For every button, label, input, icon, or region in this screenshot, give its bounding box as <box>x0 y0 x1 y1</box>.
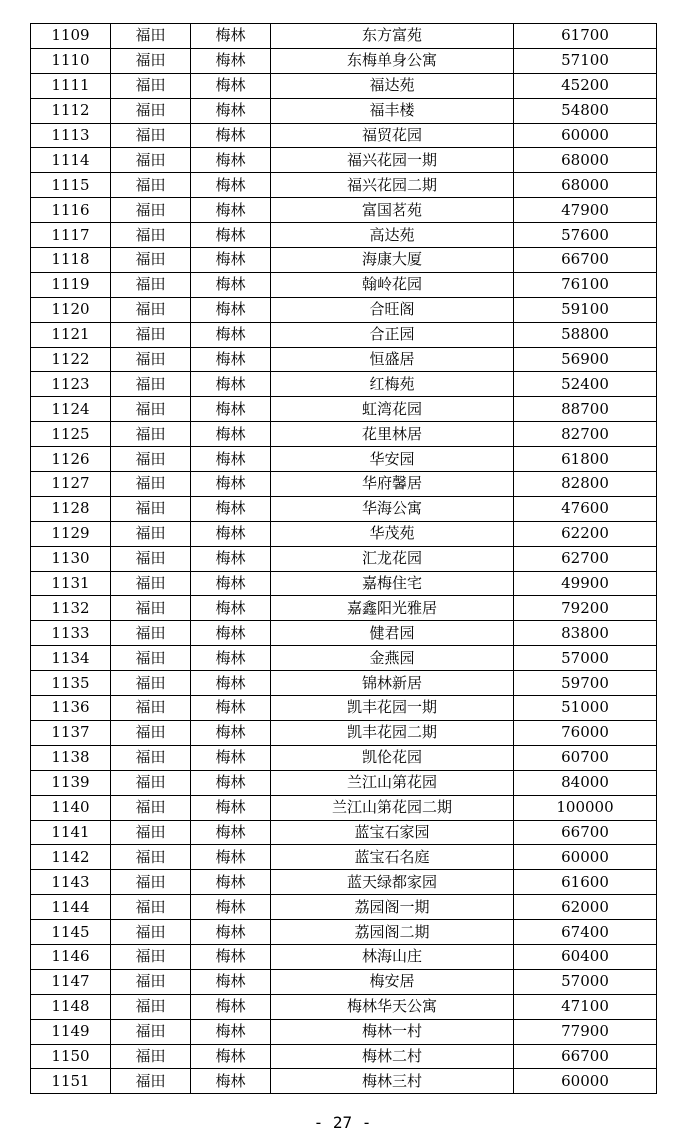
price-cell: 61700 <box>514 24 657 49</box>
price-cell: 83800 <box>514 621 657 646</box>
district-cell: 福田 <box>111 248 191 273</box>
table-row <box>31 646 657 671</box>
page-number: - 27 - <box>313 1113 372 1132</box>
district-cell: 福田 <box>111 1069 191 1094</box>
price-cell: 52400 <box>514 372 657 397</box>
table-row <box>31 24 657 49</box>
table-row <box>31 347 657 372</box>
table-row <box>31 521 657 546</box>
estate-name-cell: 嘉梅住宅 <box>271 571 514 596</box>
row-number-cell: 1150 <box>31 1044 111 1069</box>
district-cell: 福田 <box>111 720 191 745</box>
district-cell: 福田 <box>111 920 191 945</box>
district-cell: 福田 <box>111 671 191 696</box>
street-cell: 梅林 <box>191 198 271 223</box>
price-cell: 60000 <box>514 845 657 870</box>
table-row <box>31 720 657 745</box>
street-cell: 梅林 <box>191 920 271 945</box>
table-row <box>31 745 657 770</box>
row-number-cell: 1148 <box>31 994 111 1019</box>
table-row <box>31 173 657 198</box>
price-cell: 76000 <box>514 720 657 745</box>
price-cell: 68000 <box>514 173 657 198</box>
row-number-cell: 1145 <box>31 920 111 945</box>
estate-name-cell: 梅林一村 <box>271 1019 514 1044</box>
district-cell: 福田 <box>111 447 191 472</box>
table-row <box>31 123 657 148</box>
district-cell: 福田 <box>111 422 191 447</box>
price-cell: 68000 <box>514 148 657 173</box>
estate-name-cell: 汇龙花园 <box>271 546 514 571</box>
estate-name-cell: 东梅单身公寓 <box>271 48 514 73</box>
street-cell: 梅林 <box>191 322 271 347</box>
table-row <box>31 496 657 521</box>
street-cell: 梅林 <box>191 248 271 273</box>
price-cell: 77900 <box>514 1019 657 1044</box>
row-number-cell: 1144 <box>31 895 111 920</box>
table-row <box>31 944 657 969</box>
listing-table-container <box>30 23 657 1094</box>
street-cell: 梅林 <box>191 546 271 571</box>
street-cell: 梅林 <box>191 173 271 198</box>
table-row <box>31 148 657 173</box>
estate-name-cell: 兰江山第花园 <box>271 770 514 795</box>
estate-name-cell: 梅林二村 <box>271 1044 514 1069</box>
street-cell: 梅林 <box>191 397 271 422</box>
price-cell: 57100 <box>514 48 657 73</box>
price-cell: 47900 <box>514 198 657 223</box>
table-row <box>31 223 657 248</box>
estate-name-cell: 蓝宝石名庭 <box>271 845 514 870</box>
price-cell: 62700 <box>514 546 657 571</box>
price-cell: 51000 <box>514 696 657 721</box>
price-cell: 45200 <box>514 73 657 98</box>
table-row <box>31 920 657 945</box>
row-number-cell: 1151 <box>31 1069 111 1094</box>
price-cell: 57000 <box>514 969 657 994</box>
table-row <box>31 372 657 397</box>
estate-name-cell: 蓝天绿都家园 <box>271 870 514 895</box>
row-number-cell: 1110 <box>31 48 111 73</box>
table-row <box>31 820 657 845</box>
district-cell: 福田 <box>111 297 191 322</box>
district-cell: 福田 <box>111 272 191 297</box>
street-cell: 梅林 <box>191 1019 271 1044</box>
row-number-cell: 1113 <box>31 123 111 148</box>
row-number-cell: 1125 <box>31 422 111 447</box>
street-cell: 梅林 <box>191 596 271 621</box>
estate-name-cell: 福贸花园 <box>271 123 514 148</box>
estate-name-cell: 锦林新居 <box>271 671 514 696</box>
estate-name-cell: 荔园阁二期 <box>271 920 514 945</box>
street-cell: 梅林 <box>191 98 271 123</box>
price-cell: 88700 <box>514 397 657 422</box>
estate-name-cell: 合正园 <box>271 322 514 347</box>
price-cell: 56900 <box>514 347 657 372</box>
row-number-cell: 1109 <box>31 24 111 49</box>
district-cell: 福田 <box>111 198 191 223</box>
estate-name-cell: 恒盛居 <box>271 347 514 372</box>
row-number-cell: 1140 <box>31 795 111 820</box>
estate-name-cell: 健君园 <box>271 621 514 646</box>
table-row <box>31 272 657 297</box>
district-cell: 福田 <box>111 223 191 248</box>
estate-name-cell: 海康大厦 <box>271 248 514 273</box>
street-cell: 梅林 <box>191 720 271 745</box>
row-number-cell: 1122 <box>31 347 111 372</box>
estate-name-cell: 华安园 <box>271 447 514 472</box>
street-cell: 梅林 <box>191 48 271 73</box>
district-cell: 福田 <box>111 845 191 870</box>
price-cell: 62200 <box>514 521 657 546</box>
street-cell: 梅林 <box>191 272 271 297</box>
table-row <box>31 671 657 696</box>
table-row <box>31 1019 657 1044</box>
row-number-cell: 1114 <box>31 148 111 173</box>
estate-name-cell: 凯丰花园一期 <box>271 696 514 721</box>
street-cell: 梅林 <box>191 148 271 173</box>
street-cell: 梅林 <box>191 521 271 546</box>
row-number-cell: 1141 <box>31 820 111 845</box>
row-number-cell: 1146 <box>31 944 111 969</box>
district-cell: 福田 <box>111 994 191 1019</box>
table-row <box>31 795 657 820</box>
price-cell: 61800 <box>514 447 657 472</box>
price-cell: 66700 <box>514 820 657 845</box>
street-cell: 梅林 <box>191 1069 271 1094</box>
street-cell: 梅林 <box>191 671 271 696</box>
row-number-cell: 1136 <box>31 696 111 721</box>
row-number-cell: 1133 <box>31 621 111 646</box>
row-number-cell: 1149 <box>31 1019 111 1044</box>
table-row <box>31 546 657 571</box>
price-cell: 61600 <box>514 870 657 895</box>
estate-name-cell: 林海山庄 <box>271 944 514 969</box>
street-cell: 梅林 <box>191 621 271 646</box>
estate-name-cell: 富国茗苑 <box>271 198 514 223</box>
estate-name-cell: 金燕园 <box>271 646 514 671</box>
row-number-cell: 1147 <box>31 969 111 994</box>
street-cell: 梅林 <box>191 1044 271 1069</box>
table-body <box>31 24 657 1094</box>
district-cell: 福田 <box>111 745 191 770</box>
street-cell: 梅林 <box>191 696 271 721</box>
row-number-cell: 1135 <box>31 671 111 696</box>
estate-name-cell: 合旺阁 <box>271 297 514 322</box>
price-cell: 59100 <box>514 297 657 322</box>
row-number-cell: 1116 <box>31 198 111 223</box>
street-cell: 梅林 <box>191 845 271 870</box>
row-number-cell: 1128 <box>31 496 111 521</box>
estate-name-cell: 梅安居 <box>271 969 514 994</box>
price-cell: 79200 <box>514 596 657 621</box>
table-row <box>31 621 657 646</box>
estate-name-cell: 福兴花园一期 <box>271 148 514 173</box>
district-cell: 福田 <box>111 621 191 646</box>
table-row <box>31 571 657 596</box>
row-number-cell: 1119 <box>31 272 111 297</box>
table-row <box>31 248 657 273</box>
street-cell: 梅林 <box>191 123 271 148</box>
row-number-cell: 1142 <box>31 845 111 870</box>
row-number-cell: 1120 <box>31 297 111 322</box>
price-cell: 59700 <box>514 671 657 696</box>
row-number-cell: 1132 <box>31 596 111 621</box>
district-cell: 福田 <box>111 123 191 148</box>
street-cell: 梅林 <box>191 422 271 447</box>
district-cell: 福田 <box>111 322 191 347</box>
district-cell: 福田 <box>111 895 191 920</box>
estate-name-cell: 华茂苑 <box>271 521 514 546</box>
price-cell: 66700 <box>514 248 657 273</box>
price-cell: 60700 <box>514 745 657 770</box>
row-number-cell: 1129 <box>31 521 111 546</box>
row-number-cell: 1143 <box>31 870 111 895</box>
district-cell: 福田 <box>111 596 191 621</box>
price-cell: 60000 <box>514 1069 657 1094</box>
price-cell: 84000 <box>514 770 657 795</box>
price-cell: 47600 <box>514 496 657 521</box>
estate-name-cell: 蓝宝石家园 <box>271 820 514 845</box>
street-cell: 梅林 <box>191 447 271 472</box>
table-row <box>31 1069 657 1094</box>
district-cell: 福田 <box>111 148 191 173</box>
row-number-cell: 1117 <box>31 223 111 248</box>
district-cell: 福田 <box>111 969 191 994</box>
table-row <box>31 969 657 994</box>
district-cell: 福田 <box>111 98 191 123</box>
row-number-cell: 1131 <box>31 571 111 596</box>
row-number-cell: 1126 <box>31 447 111 472</box>
estate-name-cell: 花里林居 <box>271 422 514 447</box>
street-cell: 梅林 <box>191 496 271 521</box>
estate-name-cell: 荔园阁一期 <box>271 895 514 920</box>
row-number-cell: 1123 <box>31 372 111 397</box>
price-cell: 57600 <box>514 223 657 248</box>
district-cell: 福田 <box>111 820 191 845</box>
estate-name-cell: 梅林三村 <box>271 1069 514 1094</box>
price-cell: 67400 <box>514 920 657 945</box>
estate-name-cell: 华府馨居 <box>271 472 514 497</box>
price-cell: 54800 <box>514 98 657 123</box>
table-row <box>31 895 657 920</box>
street-cell: 梅林 <box>191 73 271 98</box>
listing-table <box>30 23 657 1094</box>
estate-name-cell: 凯丰花园二期 <box>271 720 514 745</box>
district-cell: 福田 <box>111 347 191 372</box>
table-row <box>31 322 657 347</box>
district-cell: 福田 <box>111 696 191 721</box>
estate-name-cell: 凯伦花园 <box>271 745 514 770</box>
price-cell: 76100 <box>514 272 657 297</box>
street-cell: 梅林 <box>191 223 271 248</box>
table-row <box>31 845 657 870</box>
row-number-cell: 1139 <box>31 770 111 795</box>
price-cell: 82700 <box>514 422 657 447</box>
price-cell: 100000 <box>514 795 657 820</box>
district-cell: 福田 <box>111 546 191 571</box>
street-cell: 梅林 <box>191 472 271 497</box>
district-cell: 福田 <box>111 48 191 73</box>
estate-name-cell: 嘉鑫阳光雅居 <box>271 596 514 621</box>
table-row <box>31 48 657 73</box>
row-number-cell: 1127 <box>31 472 111 497</box>
row-number-cell: 1118 <box>31 248 111 273</box>
estate-name-cell: 福兴花园二期 <box>271 173 514 198</box>
estate-name-cell: 虹湾花园 <box>271 397 514 422</box>
street-cell: 梅林 <box>191 347 271 372</box>
estate-name-cell: 东方富苑 <box>271 24 514 49</box>
estate-name-cell: 高达苑 <box>271 223 514 248</box>
table-row <box>31 994 657 1019</box>
district-cell: 福田 <box>111 1044 191 1069</box>
district-cell: 福田 <box>111 870 191 895</box>
row-number-cell: 1112 <box>31 98 111 123</box>
street-cell: 梅林 <box>191 24 271 49</box>
district-cell: 福田 <box>111 73 191 98</box>
table-row <box>31 422 657 447</box>
district-cell: 福田 <box>111 770 191 795</box>
row-number-cell: 1134 <box>31 646 111 671</box>
district-cell: 福田 <box>111 646 191 671</box>
street-cell: 梅林 <box>191 994 271 1019</box>
district-cell: 福田 <box>111 571 191 596</box>
district-cell: 福田 <box>111 397 191 422</box>
street-cell: 梅林 <box>191 870 271 895</box>
estate-name-cell: 梅林华天公寓 <box>271 994 514 1019</box>
table-row <box>31 870 657 895</box>
price-cell: 62000 <box>514 895 657 920</box>
street-cell: 梅林 <box>191 795 271 820</box>
price-cell: 58800 <box>514 322 657 347</box>
street-cell: 梅林 <box>191 646 271 671</box>
street-cell: 梅林 <box>191 770 271 795</box>
row-number-cell: 1111 <box>31 73 111 98</box>
price-cell: 82800 <box>514 472 657 497</box>
price-cell: 47100 <box>514 994 657 1019</box>
table-row <box>31 397 657 422</box>
table-row <box>31 98 657 123</box>
row-number-cell: 1137 <box>31 720 111 745</box>
district-cell: 福田 <box>111 795 191 820</box>
street-cell: 梅林 <box>191 969 271 994</box>
table-row <box>31 696 657 721</box>
street-cell: 梅林 <box>191 297 271 322</box>
table-row <box>31 447 657 472</box>
street-cell: 梅林 <box>191 571 271 596</box>
district-cell: 福田 <box>111 24 191 49</box>
estate-name-cell: 福丰楼 <box>271 98 514 123</box>
district-cell: 福田 <box>111 1019 191 1044</box>
table-row <box>31 1044 657 1069</box>
street-cell: 梅林 <box>191 944 271 969</box>
row-number-cell: 1115 <box>31 173 111 198</box>
estate-name-cell: 红梅苑 <box>271 372 514 397</box>
row-number-cell: 1130 <box>31 546 111 571</box>
district-cell: 福田 <box>111 521 191 546</box>
row-number-cell: 1124 <box>31 397 111 422</box>
district-cell: 福田 <box>111 372 191 397</box>
estate-name-cell: 翰岭花园 <box>271 272 514 297</box>
table-row <box>31 472 657 497</box>
table-row <box>31 297 657 322</box>
table-row <box>31 73 657 98</box>
price-cell: 57000 <box>514 646 657 671</box>
row-number-cell: 1138 <box>31 745 111 770</box>
table-row <box>31 770 657 795</box>
street-cell: 梅林 <box>191 372 271 397</box>
estate-name-cell: 兰江山第花园二期 <box>271 795 514 820</box>
table-row <box>31 198 657 223</box>
district-cell: 福田 <box>111 944 191 969</box>
price-cell: 60400 <box>514 944 657 969</box>
estate-name-cell: 福达苑 <box>271 73 514 98</box>
street-cell: 梅林 <box>191 820 271 845</box>
row-number-cell: 1121 <box>31 322 111 347</box>
street-cell: 梅林 <box>191 745 271 770</box>
district-cell: 福田 <box>111 173 191 198</box>
price-cell: 66700 <box>514 1044 657 1069</box>
price-cell: 60000 <box>514 123 657 148</box>
price-cell: 49900 <box>514 571 657 596</box>
table-row <box>31 596 657 621</box>
estate-name-cell: 华海公寓 <box>271 496 514 521</box>
street-cell: 梅林 <box>191 895 271 920</box>
district-cell: 福田 <box>111 472 191 497</box>
district-cell: 福田 <box>111 496 191 521</box>
